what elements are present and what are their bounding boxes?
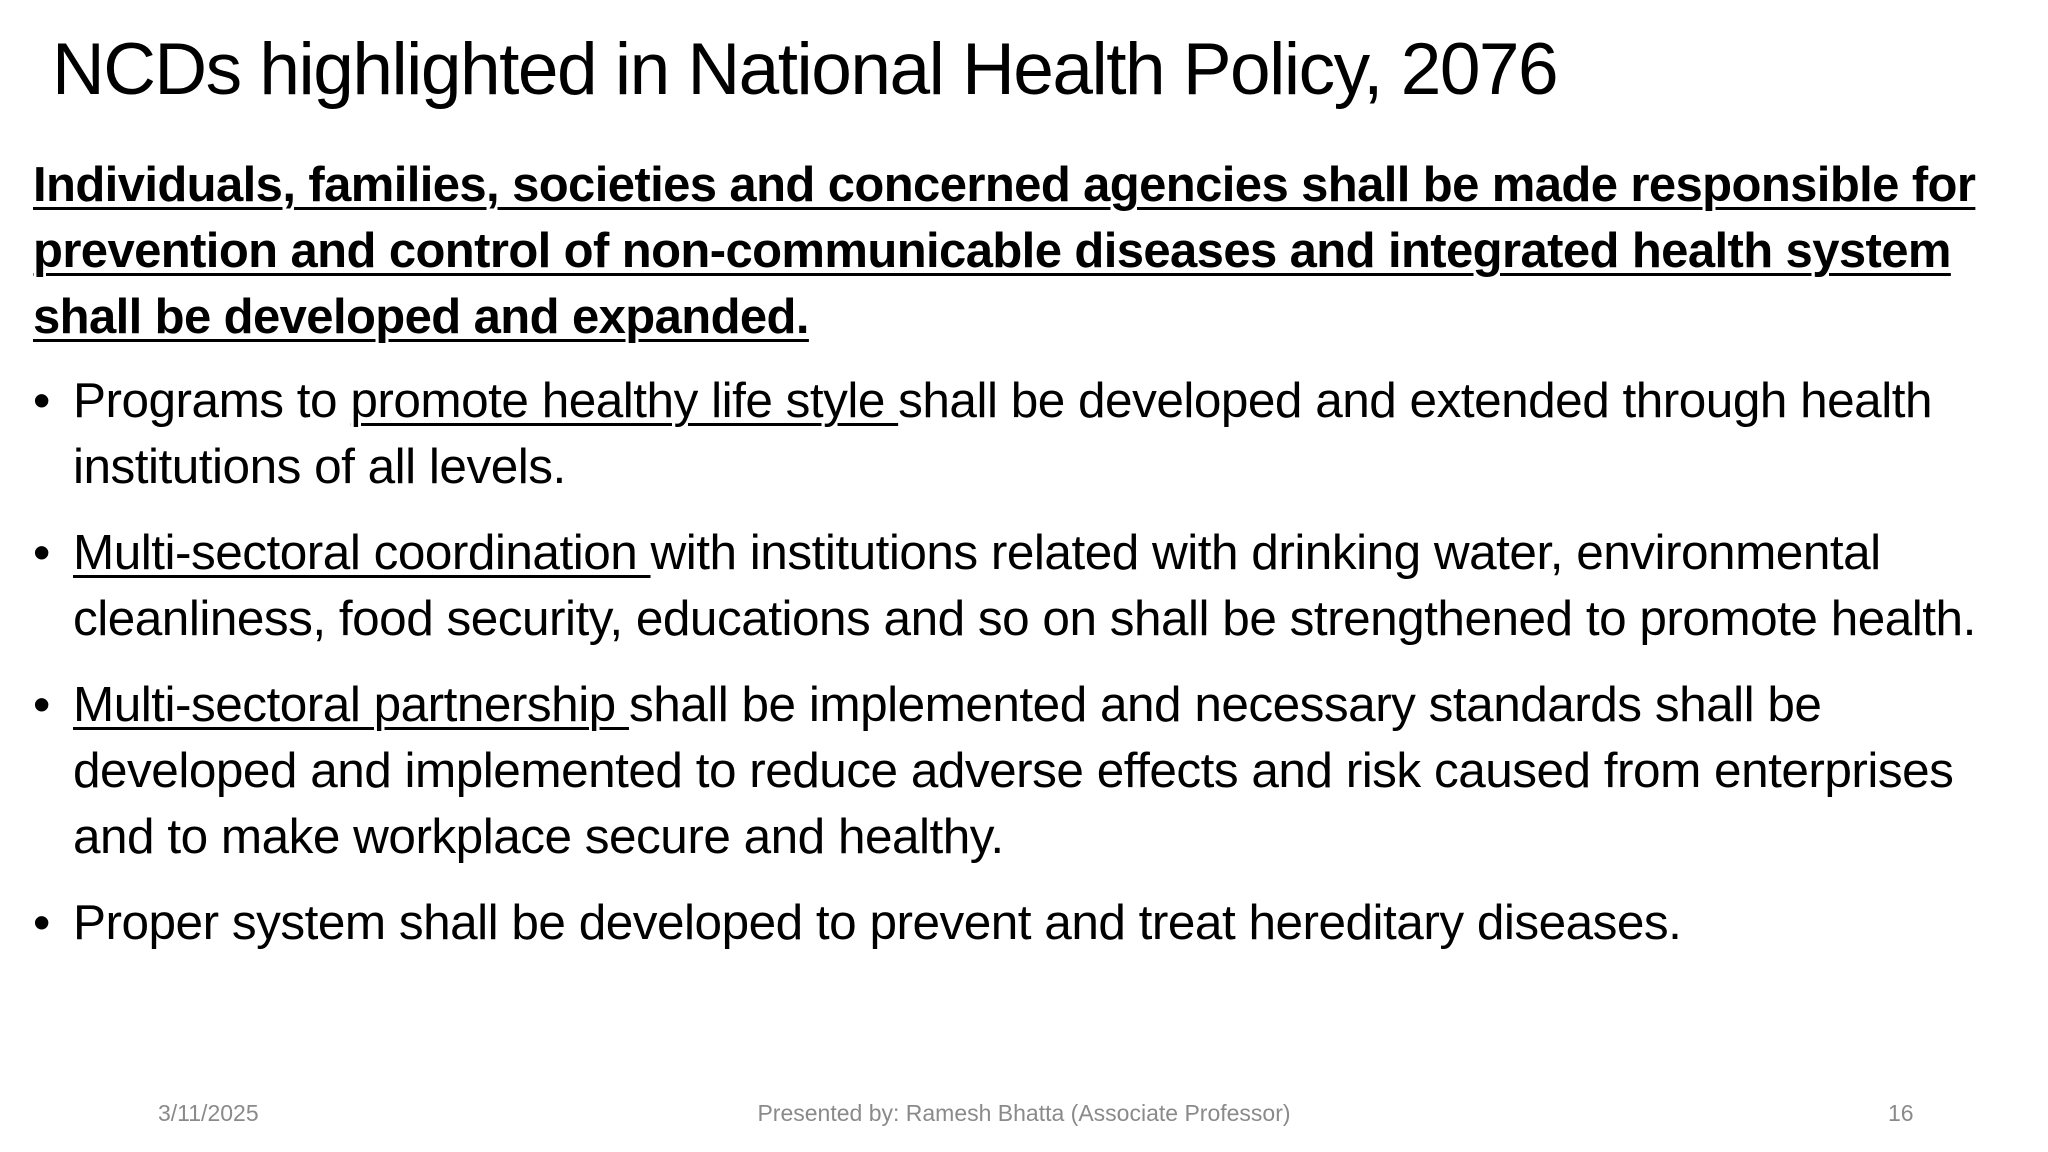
bullet-list <box>33 368 2018 976</box>
footer-date: 3/11/2025 <box>158 1100 259 1126</box>
bullet-text-post: with institutions related with drinking water, environmental cleanliness, food security, educations and so on shall be strengthened to promote health. <box>73 525 1976 646</box>
bullet-dot-icon: • <box>33 373 50 428</box>
bullet-dot-icon: • <box>33 525 50 580</box>
bullet-text-post: shall be developed and extended through health institutions of all levels. <box>73 373 1932 494</box>
bullet-item-partnership <box>33 672 2018 870</box>
bullet-item-healthy-lifestyle <box>33 368 2018 500</box>
footer-page-number: 16 <box>1888 1100 1914 1126</box>
bullet-text-pre: Programs to <box>73 373 351 428</box>
bullet-item-coordination <box>33 520 2018 652</box>
bullet-text-pre: Proper system shall be developed to prevent and treat hereditary diseases. <box>73 895 1682 950</box>
bullet-text-post: shall be implemented and necessary standards shall be developed and implemented to reduce adverse effects and risk caused from enterprises and to make workplace secure and healthy. <box>73 677 1954 864</box>
bullet-item-hereditary <box>33 890 2018 956</box>
bullet-key-phrase: promote healthy life style <box>350 373 899 428</box>
bullet-key-phrase: Multi-sectoral coordination <box>73 525 651 580</box>
bullet-dot-icon: • <box>33 677 50 732</box>
slide-title: NCDs highlighted in National Health Policy, 2076 <box>52 29 1558 110</box>
bullet-dot-icon: • <box>33 895 50 950</box>
intro-statement: Individuals, families, societies and concerned agencies shall be made responsible for prevention and control of non-communicable diseases and integrated health system shall be developed and expanded. <box>33 158 1976 344</box>
footer-presenter: Presented by: Ramesh Bhatta (Associate Professor) <box>757 1100 1291 1126</box>
bullet-key-phrase: Multi-sectoral partnership <box>73 677 629 732</box>
